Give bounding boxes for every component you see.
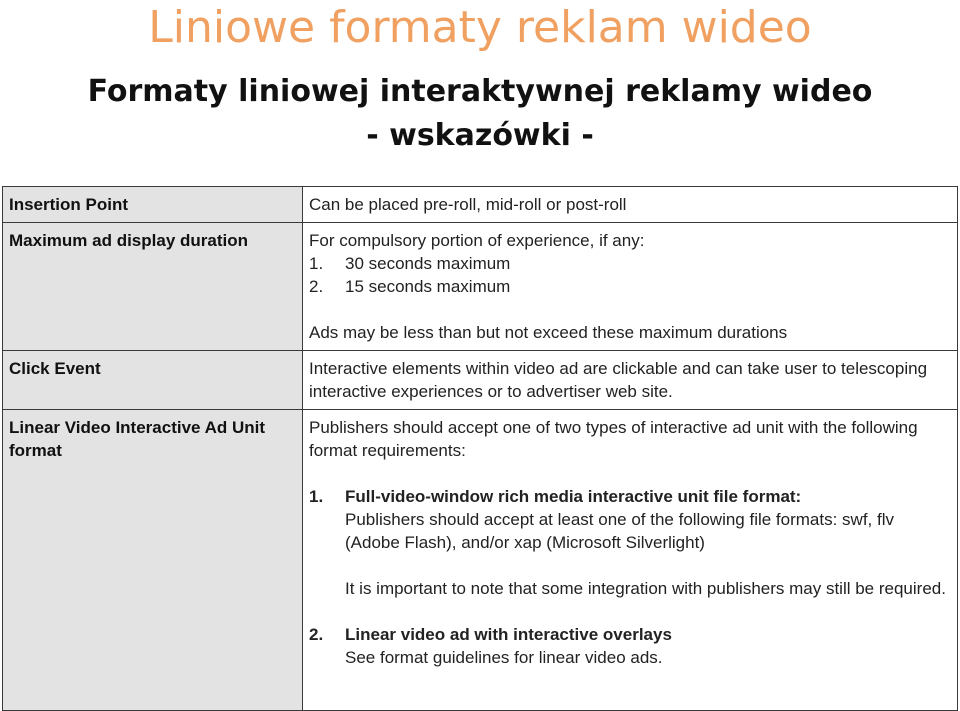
format-item-2 [309,623,951,646]
row-label: Maximum ad display duration [3,223,303,351]
row-description: Interactive elements within video ad are clickable and can take user to telescoping interactive experiences or to advertiser web site. [303,351,958,410]
format-intro: Publishers should accept one of two types of interactive ad unit with the following format requirements: [309,418,918,460]
row-label: Click Event [3,351,303,410]
list-text: 15 seconds maximum [345,277,511,296]
subtitle-line-2: - wskazówki - [366,118,594,153]
duration-note: Ads may be less than but not exceed these maximum durations [309,323,788,342]
slide-subtitle [0,70,960,158]
table-row-unit-format [3,410,958,711]
table-row-max-duration [3,223,958,351]
row-label: Linear Video Interactive Ad Unit format [3,410,303,711]
row-description [303,410,958,711]
table-row-insertion-point [3,187,958,223]
format-item-note: It is important to note that some integration with publishers may still be required. [345,579,946,598]
subtitle-line-1: Formaty liniowej interaktywnej reklamy wideo [87,74,873,109]
format-item-heading: Linear video ad with interactive overlays [345,625,672,644]
list-number: 2. [309,625,324,644]
format-item-heading: Full-video-window rich media interactive unit file format: [345,487,802,506]
format-item-1 [309,485,951,508]
row-label: Insertion Point [3,187,303,223]
format-item-detail: See format guidelines for linear video ads. [345,648,663,667]
row-description [303,223,958,351]
list-item [309,275,951,298]
table-row-click-event [3,351,958,410]
format-item-detail: Publishers should accept at least one of the following file formats: swf, flv (Adobe Flash), and/or xap (Microsoft Silverlight) [345,510,894,552]
list-text: 30 seconds maximum [345,254,511,273]
slide-title: Liniowe formaty reklam wideo [148,2,812,53]
duration-list [309,252,951,298]
spacer [309,462,951,485]
spacer [309,554,951,577]
list-item [309,252,951,275]
guidelines-table [2,186,958,711]
list-number: 1. [309,254,324,273]
list-number: 1. [309,487,324,506]
list-number: 2. [309,277,324,296]
spacer [309,298,951,321]
row-description: Can be placed pre-roll, mid-roll or post-roll [303,187,958,223]
duration-intro: For compulsory portion of experience, if any: [309,231,645,250]
spacer [309,600,951,623]
